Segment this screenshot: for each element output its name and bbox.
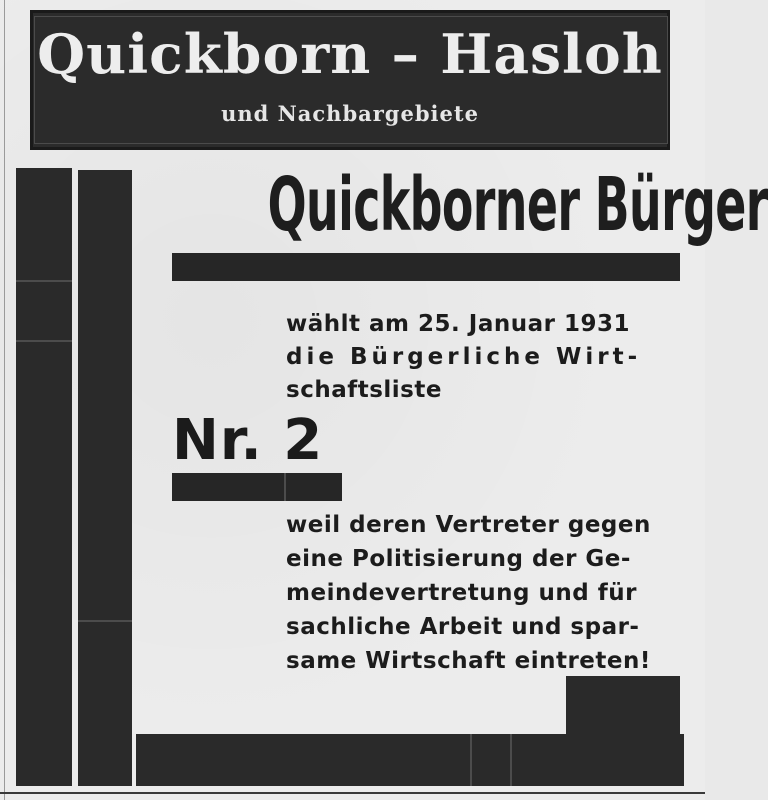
page-bottom-rule: [0, 792, 705, 794]
page-edge-line: [4, 0, 5, 800]
decorative-bar-left-outer: [16, 168, 72, 786]
list-number-rule: [172, 473, 342, 501]
bar-seam: [78, 620, 132, 622]
bar-seam: [470, 734, 472, 786]
reason-line: eine Politisierung der Ge-: [286, 546, 631, 572]
decorative-block-corner: [566, 676, 680, 786]
intro-line: die Bürgerliche Wirt-: [286, 344, 642, 370]
intro-line: wählt am 25. Januar 1931: [286, 311, 630, 337]
reason-paragraph: [286, 508, 682, 678]
list-number: Nr. 2: [172, 408, 324, 473]
header-subtitle: und Nachbargebiete: [221, 101, 479, 126]
bar-seam: [16, 280, 72, 282]
bar-seam: [510, 734, 512, 786]
bar-seam: [284, 473, 286, 501]
reason-line: weil deren Vertreter gegen: [286, 512, 651, 538]
headline-rule: [172, 253, 680, 281]
reason-line: same Wirtschaft eintreten!: [286, 648, 651, 674]
reason-line: meindevertretung und für: [286, 580, 637, 606]
header-title: Quickborn – Hasloh: [37, 22, 663, 86]
intro-line: schaftsliste: [286, 377, 442, 403]
decorative-bar-left-inner-lower: [78, 622, 132, 786]
headline: Quickborner Bürger: [267, 162, 768, 248]
decorative-bar-left-inner: [78, 170, 132, 620]
intro-paragraph: [286, 308, 682, 407]
reason-line: sachliche Arbeit und spar-: [286, 614, 640, 640]
bar-seam: [16, 340, 72, 342]
